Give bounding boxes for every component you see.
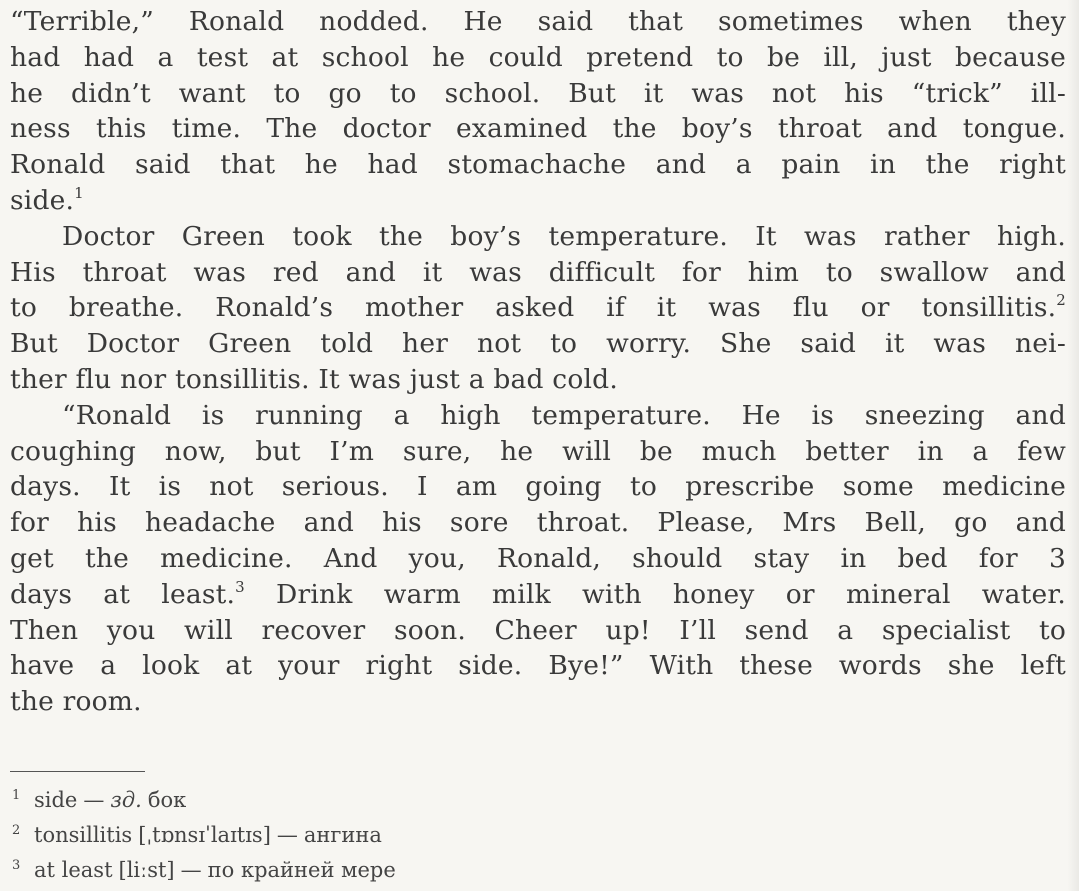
- page-edge-shadow: [1067, 0, 1079, 891]
- footnote-dash: —: [276, 823, 298, 847]
- footnote-dash: —: [83, 788, 105, 812]
- footnote-note: зд.: [110, 788, 142, 812]
- footnote-transcription: [liːst]: [118, 858, 175, 882]
- footnote-term: side: [34, 788, 78, 812]
- text-span: side.: [10, 184, 75, 216]
- text-line: Ronald said that he had stomachache and a pain in the right: [10, 149, 1066, 181]
- text-line: Doctor Green took the boy’s temperature. It was rather high.: [62, 220, 1066, 252]
- text-line: days. It is not serious. I am going to prescribe some medicine: [10, 471, 1066, 503]
- text-line: His throat was red and it was difficult for him to swallow and: [10, 256, 1066, 288]
- text-line: “Ronald is running a high temperature. He is sneezing and: [62, 399, 1066, 431]
- text-line: have a look at your right side. Bye!” With these words she left: [10, 650, 1066, 682]
- footnote-translation: по крайней мере: [207, 858, 396, 882]
- footnote-ref-2[interactable]: 2: [1056, 291, 1066, 310]
- footnote-number: 2: [12, 823, 21, 838]
- text-line: [10, 577, 1066, 613]
- main-text: [10, 4, 1066, 720]
- text-line: had had a test at school he could pretend to be ill, just because: [10, 41, 1066, 73]
- text-span: Drink warm milk with honey or mineral water.: [244, 578, 1066, 610]
- footnote-ref-3[interactable]: 3: [235, 577, 245, 596]
- text-line: [10, 183, 1066, 219]
- text-line: he didn’t want to go to school. But it was not his “trick” ill-: [10, 77, 1066, 109]
- footnote-term: at least: [34, 858, 113, 882]
- book-page: [10, 4, 1066, 720]
- footnote-translation: ангина: [303, 823, 382, 847]
- text-line: But Doctor Green told her not to worry. She said it was nei-: [10, 328, 1066, 360]
- footnote-3: [12, 848, 912, 883]
- text-line: for his headache and his sore throat. Please, Mrs Bell, go and: [10, 507, 1066, 539]
- text-line: the room.: [10, 686, 142, 718]
- text-line: ther flu nor tonsillitis. It was just a bad cold.: [10, 363, 618, 395]
- text-line: get the medicine. And you, Ronald, should stay in bed for 3: [10, 542, 1066, 574]
- footnote-divider: [10, 771, 145, 772]
- text-line: coughing now, but I’m sure, he will be much better in a few: [10, 435, 1066, 467]
- footnote-term: tonsillitis: [34, 823, 133, 847]
- footnote-1: [12, 778, 912, 813]
- text-line: [10, 290, 1066, 326]
- text-span: days at least.: [10, 578, 236, 610]
- footnotes: [12, 778, 912, 883]
- text-line: ness this time. The doctor examined the boy’s throat and tongue.: [10, 113, 1066, 145]
- footnote-transcription: [ˌtɒnsɪˈlaɪtɪs]: [138, 823, 271, 847]
- footnote-dash: —: [180, 858, 202, 882]
- text-span: to breathe. Ronald’s mother asked if it was flu or tonsillitis.: [10, 292, 1057, 324]
- footnote-ref-1[interactable]: 1: [74, 183, 84, 202]
- footnote-number: 1: [12, 788, 21, 803]
- footnote-2: [12, 813, 912, 848]
- text-line: Then you will recover soon. Cheer up! I’ll send a specialist to: [10, 614, 1066, 646]
- text-line: “Terrible,” Ronald nodded. He said that sometimes when they: [10, 6, 1066, 37]
- footnote-translation: бок: [147, 788, 187, 812]
- footnote-number: 3: [12, 858, 21, 873]
